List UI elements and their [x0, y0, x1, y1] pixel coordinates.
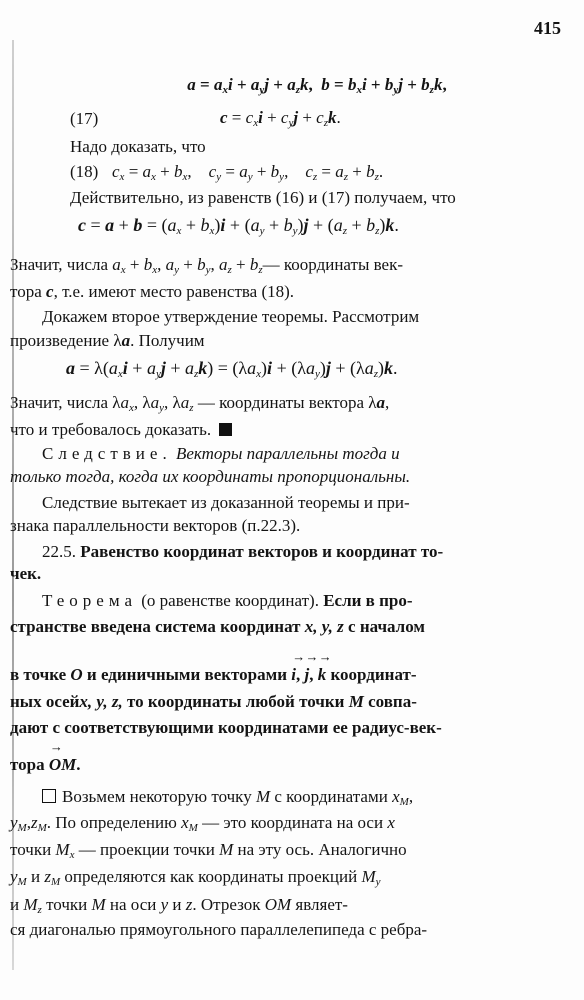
text-need-prove: Надо доказать, что: [70, 137, 206, 156]
equation-c-sum: $c = a + b = (a_x + b_x)i + (a_y + b_y)j + (a_z + b_z)k$.: [78, 215, 399, 237]
text-product: произведение λa. Получим: [10, 331, 205, 350]
text-indeed: Действительно, из равенств (16) и (17) получаем, что: [70, 188, 456, 207]
theorem-line-5: дают с соответствующими координатами ее радиус-век-: [10, 718, 442, 737]
equation-18-number: (18): [70, 162, 99, 181]
text-prove-second: Докажем второе утверждение теоремы. Рассмотрим: [42, 307, 420, 326]
theorem-line-4: ных осейx, y, z, то координаты любой точки M совпа-: [10, 692, 417, 711]
equation-17-number: (17): [70, 109, 99, 128]
section-heading-line-1: 22.5. Равенство координат векторов и координат то-: [42, 542, 444, 561]
equation-17-line-1: $a = a_xi + a_yj + a_zk$, $b = b_xi + b_yj + b_zk$,: [187, 75, 447, 96]
text-coords-lambda: Значит, числа $\lambda a_x$, $\lambda a_y$, $\lambda a_z$ — координаты вектора λa,: [10, 393, 390, 414]
page-number: 415: [534, 18, 561, 38]
text-qed: что и требовалось доказать.: [10, 420, 232, 440]
corollary-line-1: Следствие. Векторы параллельны тогда и: [42, 444, 400, 463]
theorem-line-1: Теорема (о равенстве координат). Если в про-: [42, 591, 413, 610]
proof-line-5: и $M_z$ точки M на оси y и z. Отрезок OM являет-: [10, 895, 348, 916]
proof-line-1: Возьмем некоторую точку M с координатами $x_M$,: [42, 787, 413, 808]
equation-17-line-2: $c = c_xi + c_yj + c_zk$.: [220, 108, 341, 129]
follows-line-1: Следствие вытекает из доказанной теоремы и при-: [42, 493, 410, 512]
theorem-line-6: тора → OM.: [10, 755, 81, 775]
equation-lambda-a: $a = \lambda(a_xi + a_yj + a_zk) = (\lambda a_x)i + (\lambda a_y)j + (\lambda a_z)k$.: [66, 358, 398, 380]
section-heading-line-2: чек.: [10, 564, 42, 583]
proof-line-2: $y_M,z_M$. По определению $x_M$ — это координата на оси x: [10, 813, 395, 834]
text-so-numbers: Значит, числа $a_x + b_x$, $a_y + b_y$, $a_z$ + $b_z—$ координаты век-: [10, 255, 404, 276]
theorem-line-3: в точке O и единичными векторами → i, → j, → k координат-: [10, 665, 417, 685]
corollary-line-2: только тогда, когда их координаты пропорциональны.: [10, 467, 411, 486]
follows-line-2: знака параллельности векторов (п.22.3).: [10, 516, 301, 535]
proof-start-square-icon: [42, 789, 56, 803]
text-vector-c: тора c, т.е. имеют место равенства (18).: [10, 282, 295, 301]
proof-line-6: ся диагональю прямоугольного параллелепипеда с ребра-: [10, 920, 428, 939]
equation-18: $c_x = a_x + b_x$, $c_y = a_y + b_y$, $c_z = a_z + b_z$.: [112, 162, 384, 183]
theorem-line-2: странстве введена система координат x, y, z с началом: [10, 617, 425, 636]
proof-line-3: точки $M_x$ — проекции точки M на эту ось. Аналогично: [10, 840, 407, 861]
proof-line-4: $y_M$ и $z_M$ определяются как координаты проекций $M_y$: [10, 867, 381, 888]
qed-square-icon: [219, 423, 232, 436]
